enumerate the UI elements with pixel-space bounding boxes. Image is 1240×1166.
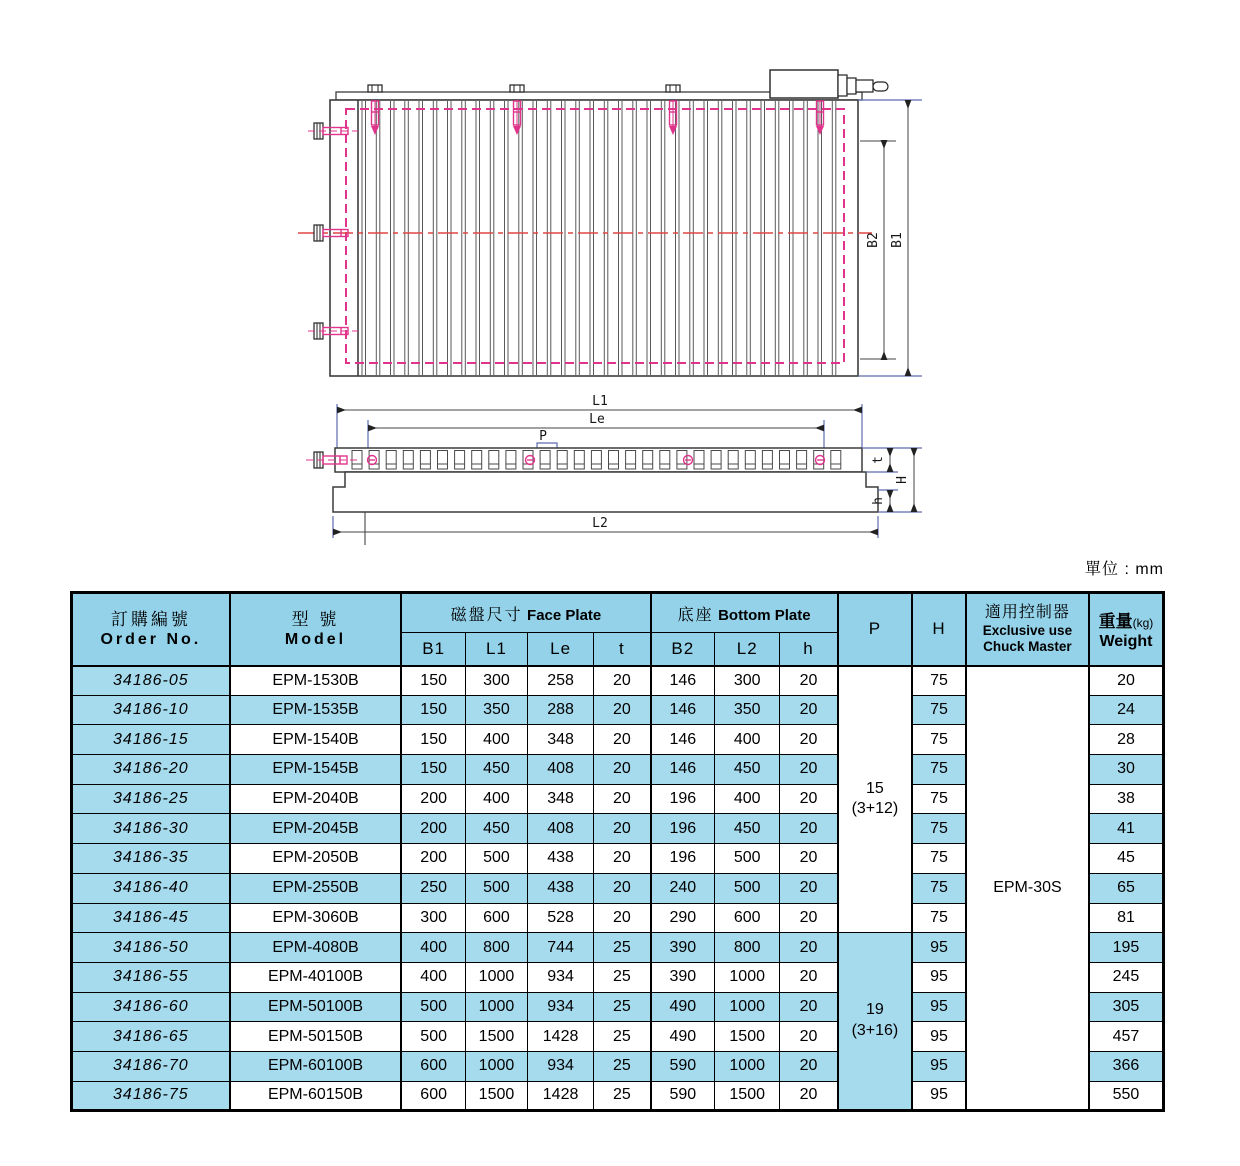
header-bottom-plate-zh: 底座: [677, 606, 714, 624]
header-bottom-plate-group: [651, 593, 838, 633]
header-order-no-zh: 訂購編號: [110, 609, 191, 629]
le-cell: 408: [527, 814, 593, 844]
order-no-cell: 34186-55: [72, 962, 230, 992]
b1-cell: 150: [401, 695, 465, 725]
le-cell: 934: [527, 992, 593, 1022]
b1-cell: 150: [401, 666, 465, 696]
weight-cell: 245: [1089, 962, 1164, 992]
model-cell: EPM-60150B: [230, 1081, 402, 1111]
sub-header-t: t: [594, 633, 651, 666]
table-header: [72, 593, 1164, 666]
b2-cell: 146: [651, 725, 715, 755]
order-no-cell: 34186-20: [72, 755, 230, 785]
label-p: P: [539, 429, 547, 444]
model-cell: EPM-40100B: [230, 962, 402, 992]
chuck-drawing-svg: [0, 0, 1240, 582]
b1-cell: 500: [401, 1022, 465, 1052]
order-no-cell: 34186-40: [72, 873, 230, 903]
b2-cell: 196: [651, 814, 715, 844]
sub-header-b2: B2: [651, 633, 715, 666]
b2-cell: 490: [651, 1022, 715, 1052]
order-no-cell: 34186-70: [72, 1051, 230, 1081]
b1-cell: 400: [401, 962, 465, 992]
t-cell: 25: [594, 1051, 651, 1081]
t-cell: 20: [594, 755, 651, 785]
l2-cell: 800: [715, 933, 780, 963]
le-cell: 438: [527, 844, 593, 874]
l2-cell: 350: [715, 695, 780, 725]
weight-cell: 366: [1089, 1051, 1164, 1081]
model-cell: EPM-1535B: [230, 695, 402, 725]
model-cell: EPM-2550B: [230, 873, 402, 903]
order-no-cell: 34186-15: [72, 725, 230, 755]
t-cell: 20: [594, 695, 651, 725]
l2-cell: 1000: [715, 962, 780, 992]
le-cell: 934: [527, 1051, 593, 1081]
header-chuck-en1: Exclusive use: [982, 622, 1073, 638]
h-cell: 20: [780, 1022, 838, 1052]
weight-cell: 65: [1089, 873, 1164, 903]
h-cell: 20: [780, 725, 838, 755]
h-cell: 20: [780, 933, 838, 963]
height-cell: 95: [912, 1081, 966, 1111]
label-h-bottom: h: [871, 497, 886, 505]
b2-cell: 590: [651, 1051, 715, 1081]
label-b1: B1: [890, 232, 905, 248]
weight-cell: 38: [1089, 784, 1164, 814]
l1-cell: 450: [465, 755, 527, 785]
l1-cell: 300: [465, 666, 527, 696]
spec-table: [70, 591, 1165, 1112]
b1-cell: 150: [401, 725, 465, 755]
order-no-cell: 34186-30: [72, 814, 230, 844]
h-cell: 20: [780, 695, 838, 725]
b2-cell: 390: [651, 962, 715, 992]
model-cell: EPM-50100B: [230, 992, 402, 1022]
header-weight-zh: 重量: [1098, 612, 1133, 632]
p-merged-cell: 19 (3+16): [838, 933, 912, 1111]
b1-cell: 600: [401, 1081, 465, 1111]
weight-cell: 305: [1089, 992, 1164, 1022]
model-cell: EPM-2040B: [230, 784, 402, 814]
b2-cell: 240: [651, 873, 715, 903]
b1-cell: 500: [401, 992, 465, 1022]
b2-cell: 490: [651, 992, 715, 1022]
weight-cell: 45: [1089, 844, 1164, 874]
model-cell: EPM-2050B: [230, 844, 402, 874]
model-cell: EPM-60100B: [230, 1051, 402, 1081]
l1-cell: 1500: [465, 1081, 527, 1111]
t-cell: 20: [594, 903, 651, 933]
height-cell: 95: [912, 1051, 966, 1081]
label-l1: L1: [592, 394, 608, 409]
t-cell: 20: [594, 873, 651, 903]
l1-cell: 800: [465, 933, 527, 963]
order-no-cell: 34186-50: [72, 933, 230, 963]
h-cell: 20: [780, 1051, 838, 1081]
header-order-no-en: Order No.: [100, 630, 202, 648]
le-cell: 408: [527, 755, 593, 785]
l1-cell: 400: [465, 725, 527, 755]
b2-cell: 390: [651, 933, 715, 963]
model-cell: EPM-50150B: [230, 1022, 402, 1052]
sub-header-h: h: [780, 633, 838, 666]
height-cell: 75: [912, 814, 966, 844]
header-chuck-zh: 適用控制器: [984, 604, 1070, 622]
sub-header-le: Le: [527, 633, 593, 666]
height-cell: 95: [912, 933, 966, 963]
header-face-plate-zh: 磁盤尺寸: [450, 606, 523, 624]
height-cell: 75: [912, 755, 966, 785]
h-cell: 20: [780, 844, 838, 874]
l1-cell: 350: [465, 695, 527, 725]
le-cell: 288: [527, 695, 593, 725]
height-cell: 95: [912, 992, 966, 1022]
l1-cell: 1500: [465, 1022, 527, 1052]
weight-cell: 195: [1089, 933, 1164, 963]
le-cell: 258: [527, 666, 593, 696]
l2-cell: 450: [715, 755, 780, 785]
height-cell: 75: [912, 873, 966, 903]
le-cell: 1428: [527, 1022, 593, 1052]
b2-cell: 196: [651, 844, 715, 874]
le-cell: 744: [527, 933, 593, 963]
header-weight: [1089, 593, 1164, 666]
label-h-total: H: [895, 476, 910, 484]
header-weight-en: Weight: [1099, 633, 1153, 651]
weight-cell: 24: [1089, 695, 1164, 725]
dimension-b2: [860, 141, 896, 359]
height-cell: 95: [912, 962, 966, 992]
technical-drawing: [0, 0, 1240, 582]
h-cell: 20: [780, 962, 838, 992]
b2-cell: 590: [651, 1081, 715, 1111]
l2-cell: 500: [715, 844, 780, 874]
t-cell: 25: [594, 1081, 651, 1111]
l1-cell: 500: [465, 873, 527, 903]
l2-cell: 1500: [715, 1081, 780, 1111]
height-cell: 95: [912, 1022, 966, 1052]
t-cell: 25: [594, 1022, 651, 1052]
h-cell: 20: [780, 666, 838, 696]
le-cell: 1428: [527, 1081, 593, 1111]
l2-cell: 400: [715, 725, 780, 755]
table-row: [72, 666, 1164, 696]
model-cell: EPM-2045B: [230, 814, 402, 844]
header-order-no: [72, 593, 230, 666]
l1-cell: 1000: [465, 992, 527, 1022]
header-weight-unit: (kg): [1132, 616, 1154, 631]
height-cell: 75: [912, 666, 966, 696]
b2-cell: 146: [651, 666, 715, 696]
t-cell: 20: [594, 666, 651, 696]
label-b2: B2: [866, 232, 881, 248]
p-merged-cell: 15 (3+12): [838, 666, 912, 933]
b1-cell: 400: [401, 933, 465, 963]
label-le: Le: [589, 412, 605, 427]
b1-cell: 250: [401, 873, 465, 903]
sub-header-b1: B1: [401, 633, 465, 666]
l1-cell: 450: [465, 814, 527, 844]
h-cell: 20: [780, 1081, 838, 1111]
spec-table-body: [72, 666, 1164, 1111]
b2-cell: 146: [651, 695, 715, 725]
order-no-cell: 34186-45: [72, 903, 230, 933]
t-cell: 20: [594, 844, 651, 874]
model-cell: EPM-1540B: [230, 725, 402, 755]
l1-cell: 1000: [465, 962, 527, 992]
order-no-cell: 34186-60: [72, 992, 230, 1022]
height-cell: 75: [912, 784, 966, 814]
header-face-plate-group: [401, 593, 650, 633]
l1-cell: 600: [465, 903, 527, 933]
order-no-cell: 34186-05: [72, 666, 230, 696]
weight-cell: 20: [1089, 666, 1164, 696]
height-cell: 75: [912, 695, 966, 725]
l2-cell: 1000: [715, 1051, 780, 1081]
header-model-zh: 型 號: [291, 609, 340, 629]
h-cell: 20: [780, 903, 838, 933]
le-cell: 934: [527, 962, 593, 992]
l2-cell: 300: [715, 666, 780, 696]
h-cell: 20: [780, 814, 838, 844]
unit-label: 單位 : mm: [1085, 561, 1164, 578]
b2-cell: 146: [651, 755, 715, 785]
power-connector-icon: [770, 70, 888, 98]
order-no-cell: 34186-65: [72, 1022, 230, 1052]
header-bottom-plate-en: Bottom Plate: [718, 606, 811, 624]
height-cell: 75: [912, 844, 966, 874]
bottom-plate-side: [333, 472, 878, 512]
header-p: P: [838, 593, 912, 666]
header-h: H: [912, 593, 966, 666]
weight-cell: 550: [1089, 1081, 1164, 1111]
h-cell: 20: [780, 784, 838, 814]
t-cell: 25: [594, 933, 651, 963]
label-l2: L2: [592, 516, 608, 531]
header-chuck-master: [966, 593, 1089, 666]
top-view-drawing: [298, 70, 922, 376]
t-cell: 20: [594, 814, 651, 844]
header-face-plate-en: Face Plate: [527, 606, 602, 624]
l2-cell: 1000: [715, 992, 780, 1022]
le-cell: 348: [527, 725, 593, 755]
order-no-cell: 34186-75: [72, 1081, 230, 1111]
b2-cell: 290: [651, 903, 715, 933]
t-cell: 25: [594, 962, 651, 992]
l2-cell: 400: [715, 784, 780, 814]
b1-cell: 200: [401, 844, 465, 874]
l2-cell: 600: [715, 903, 780, 933]
le-cell: 528: [527, 903, 593, 933]
height-cell: 75: [912, 725, 966, 755]
h-cell: 20: [780, 755, 838, 785]
l1-cell: 400: [465, 784, 527, 814]
l2-cell: 500: [715, 873, 780, 903]
l1-cell: 500: [465, 844, 527, 874]
weight-cell: 30: [1089, 755, 1164, 785]
l1-cell: 1000: [465, 1051, 527, 1081]
order-no-cell: 34186-35: [72, 844, 230, 874]
weight-cell: 457: [1089, 1022, 1164, 1052]
weight-cell: 41: [1089, 814, 1164, 844]
order-no-cell: 34186-10: [72, 695, 230, 725]
weight-cell: 81: [1089, 903, 1164, 933]
l2-cell: 450: [715, 814, 780, 844]
chuck-master-merged-cell: EPM-30S: [966, 666, 1089, 1111]
weight-cell: 28: [1089, 725, 1164, 755]
model-cell: EPM-1545B: [230, 755, 402, 785]
height-cell: 75: [912, 903, 966, 933]
model-cell: EPM-1530B: [230, 666, 402, 696]
le-cell: 438: [527, 873, 593, 903]
label-t: t: [871, 456, 886, 464]
le-cell: 348: [527, 784, 593, 814]
b1-cell: 200: [401, 814, 465, 844]
sub-header-l2: L2: [715, 633, 780, 666]
t-cell: 25: [594, 992, 651, 1022]
b2-cell: 196: [651, 784, 715, 814]
b1-cell: 300: [401, 903, 465, 933]
order-no-cell: 34186-25: [72, 784, 230, 814]
header-chuck-en2: Chuck Master: [983, 638, 1072, 654]
h-cell: 20: [780, 873, 838, 903]
face-plate-side: [335, 448, 862, 472]
header-model: [230, 593, 402, 666]
sub-header-l1: L1: [465, 633, 527, 666]
t-cell: 20: [594, 725, 651, 755]
l2-cell: 1500: [715, 1022, 780, 1052]
b1-cell: 600: [401, 1051, 465, 1081]
model-cell: EPM-4080B: [230, 933, 402, 963]
h-cell: 20: [780, 992, 838, 1022]
b1-cell: 200: [401, 784, 465, 814]
t-cell: 20: [594, 784, 651, 814]
header-model-en: Model: [284, 630, 347, 648]
side-view-drawing: [306, 394, 922, 545]
b1-cell: 150: [401, 755, 465, 785]
model-cell: EPM-3060B: [230, 903, 402, 933]
